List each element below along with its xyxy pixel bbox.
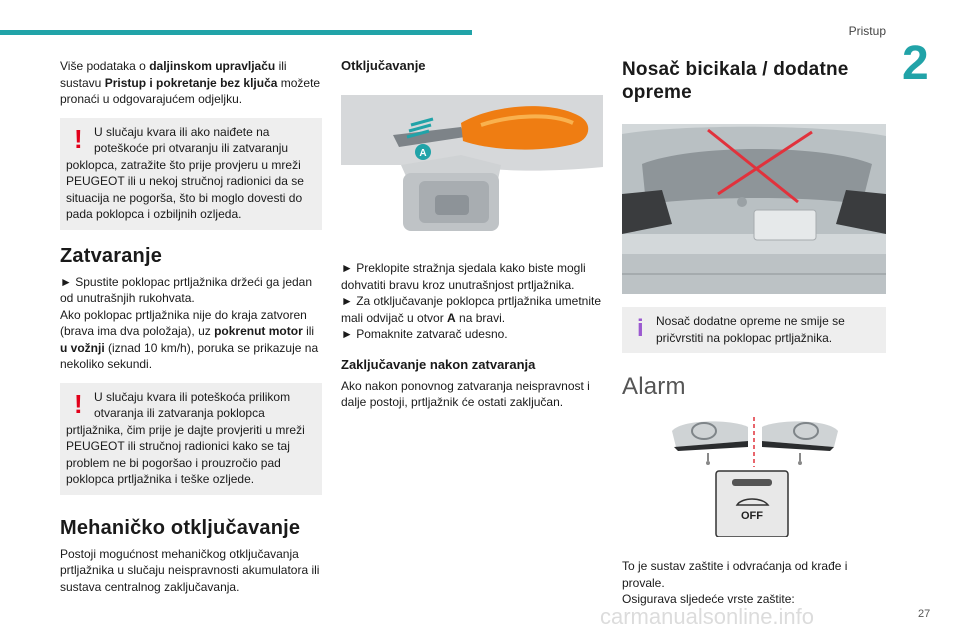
heading-nosac: Nosač bicikala / dodatne opreme xyxy=(622,59,849,103)
warning-icon: ! xyxy=(74,388,83,419)
heading-otkljucavanje: Otključavanje xyxy=(341,58,426,73)
header-accent-bar xyxy=(0,30,472,35)
info-box-rack: i Nosač dodatne opreme ne smije se pričvrstiti na poklopac prtljažnika. xyxy=(622,307,886,353)
closing-note: Ako poklopac prtljažnika nije do kraja zatvoren (brava ima dva položaja), uz pokrenut motor ili u vožnji (iznad 10 km/h), poruka se prikazuje na nekoliko sekundi. xyxy=(60,307,319,371)
alarm-paragraph-2: Osigurava sljedeće vrste zaštite: xyxy=(622,592,795,606)
warning-icon: ! xyxy=(74,123,83,154)
heading-mehanicko: Mehaničko otključavanje xyxy=(60,516,301,539)
alarm-paragraph-1: To je sustav zaštite i odvraćanja od krađe i provale. xyxy=(622,559,848,590)
unlock-step-3: ► Pomaknite zatvarač udesno. xyxy=(341,327,508,341)
column-middle xyxy=(341,58,603,411)
lock-screwdriver-illustration xyxy=(341,95,603,237)
chapter-number: 2 xyxy=(902,37,929,90)
lock-label-a: A xyxy=(419,148,427,159)
column-right xyxy=(622,58,886,608)
watermark: carmanualsonline.info xyxy=(600,604,815,629)
alarm-illustration xyxy=(622,417,886,537)
locking-paragraph: Ako nakon ponovnog zatvaranja neispravnost i dalje postoji, prtljažnik će ostati zaključan. xyxy=(341,378,590,409)
closing-step: ► Spustite poklopac prtljažnika držeći ga jedan od unutrašnjih rukohvata. xyxy=(60,274,313,305)
heading-zakljucavanje: Zaključavanje nakon zatvaranja xyxy=(341,356,536,372)
heading-alarm: Alarm xyxy=(622,373,686,400)
mechanical-paragraph: Postoji mogućnost mehaničkog otključavanja prtljažnika u slučaju neispravnosti akumulatora ili sustava centralnog zaključavanja. xyxy=(60,546,320,594)
unlock-step-1: ► Preklopite stražnja sjedala kako biste mogli dohvatiti bravu kroz unutrašnjost prtljažnika. xyxy=(341,261,586,292)
column-left xyxy=(60,58,322,595)
alarm-off-label: OFF xyxy=(741,510,763,522)
car-rear-bike-rack-illustration xyxy=(622,124,886,294)
unlock-step-2: ► Za otključavanje poklopca prtljažnika umetnite mali odvijač u otvor A na bravi. xyxy=(341,294,602,325)
warning-box-lid: ! U slučaju kvara ili ako naiđete na poteškoće pri otvaranju ili zatvaranju poklopca, zatražite što prije provjeru u mreži PEUGEOT ili u nekoj stručnoj radionici da se situacija ne pogorša, što bi moglo dovesti do pada poklopca i ozbiljnih ozljeda. xyxy=(60,118,322,230)
info-icon: i xyxy=(637,315,644,342)
page-number: 27 xyxy=(918,608,931,620)
warning-box-boot: ! U slučaju kvara ili poteškoća prilikom otvaranja ili zatvaranja poklopca prtljažnika, čim prije je dajte provjeriti u mreži PEUGEOT ili stručnoj radionici kako se taj problem ne bi pogoršao i prouzročio pad poklopca prtljažnika i teške ozljede. xyxy=(60,383,322,495)
intro-paragraph: Više podataka o daljinskom upravljaču ili sustavu Pristup i pokretanje bez ključa možete pronaći u odgovarajućem odjeljku. xyxy=(60,59,321,106)
heading-zatvaranje: Zatvaranje xyxy=(60,244,163,267)
section-title: Pristup xyxy=(848,24,886,38)
